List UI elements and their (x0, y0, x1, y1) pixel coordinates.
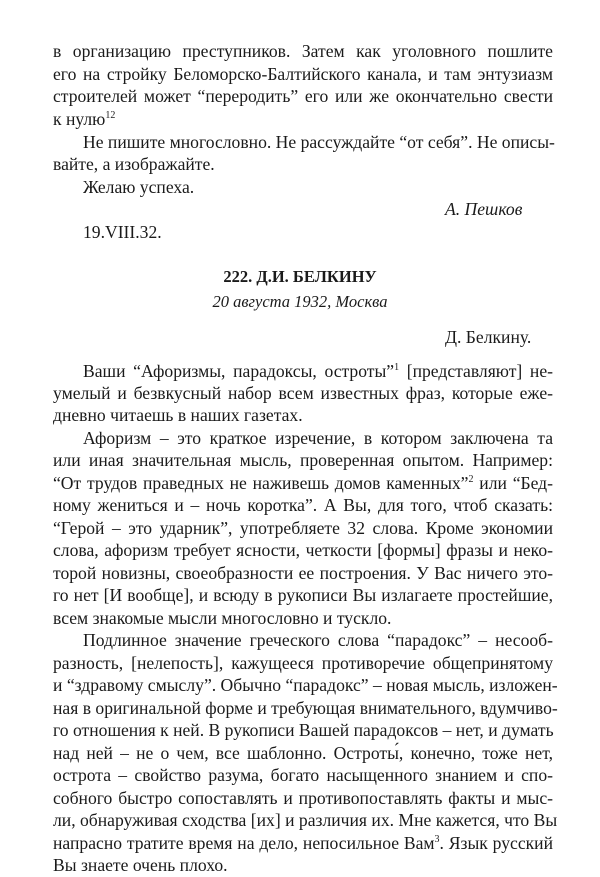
footnote-ref: 2 (468, 474, 474, 485)
signature: А. Пешков (445, 199, 523, 219)
text-line: Вы знаете очень плохо. (53, 855, 228, 875)
text-line: к нулю$^{12}$ (53, 109, 116, 129)
footnote-ref: 1 (394, 362, 400, 373)
text-line: разность, [нелепость], кажущееся противоречие общепринятому (53, 653, 553, 673)
footnote-ref: 3 (434, 834, 440, 845)
text-line: всем знакомые мысли многословно и тускло. (53, 608, 392, 628)
text-line: острота – свойство разума, богато насыщенного знанием и спо- (53, 765, 553, 785)
text-line: Ваши “Афоризмы, парадоксы, остроты”$^1$ [представляют] не- (83, 361, 553, 381)
letter-heading: 222. Д.И. БЕЛКИНУ (223, 267, 377, 286)
text-line: собного быстро сопоставлять и противопоставлять факты и мыс- (53, 788, 553, 808)
text-line: торой новизны, своеобразности ее построения. У Вас ничего это- (53, 563, 553, 583)
text-line: ному жениться и – ночь коротка”. А Вы, для того, чтоб сказать: (53, 495, 553, 515)
text-line: Афоризм – это краткое изречение, в котором заключена та (83, 428, 553, 448)
text-line: и “здравому смыслу”. Обычно “парадокс” – новая мысль, изложен- (53, 675, 558, 695)
text-line: го отношения к ней. В рукописи Вашей парадоксов – нет, и думать (53, 720, 554, 740)
footnote-ref: 12 (105, 110, 116, 121)
text-line: его на стройку Беломорско-Балтийского канала, и там энтузиазм (53, 64, 553, 84)
letter-date: 19.VIII.32. (83, 222, 162, 242)
text-line: напрасно тратите время на дело, непосильное Вам$^3$. Язык русский (53, 833, 554, 853)
text-line: вайте, а изображайте. (53, 154, 215, 174)
text-line: ли, обнаруживая сходства [их] и различия их. Мне кажется, что Вы (53, 810, 558, 830)
text-line: Не пишите многословно. Не рассуждайте “от себя”. Не описы- (83, 132, 555, 152)
text-line: го нет [И вообще], и всюду в рукописи Вы излагаете простейшие, (53, 585, 553, 605)
text-line: “Герой – это ударник”, употребляете 32 слова. Кроме экономии (53, 518, 553, 538)
letter-dateline: 20 августа 1932, Москва (212, 292, 388, 311)
text-line: ная в оригинальной форме и требующая внимательного, вдумчиво- (53, 698, 558, 718)
text-line: слова, афоризм требует ясности, четкости [формы] фразы и неко- (53, 540, 553, 560)
text-line: в организацию преступников. Затем как уголовного пошлите (53, 41, 553, 61)
text-line: “От трудов праведных не наживешь домов каменных”$^2$ или “Бед- (53, 473, 553, 493)
text-line: или иная значительная мысль, проверенная опытом. Например: (53, 450, 553, 470)
text-line: Подлинное значение греческого слова “парадокс” – несооб- (83, 630, 553, 650)
text-line: дневно читаешь в наших газетах. (53, 405, 303, 425)
closing-line: Желаю успеха. (83, 177, 195, 197)
text-line: над ней – не о чем, все шаблонно. Остроты́, конечно, тоже нет, (53, 743, 553, 763)
text-line: умелый и безвкусный набор всем известных фраз, которые еже- (53, 383, 553, 403)
addressee: Д. Белкину. (445, 327, 532, 347)
text-line: строителей может “переродить” его или же окончательно свести (53, 86, 553, 106)
